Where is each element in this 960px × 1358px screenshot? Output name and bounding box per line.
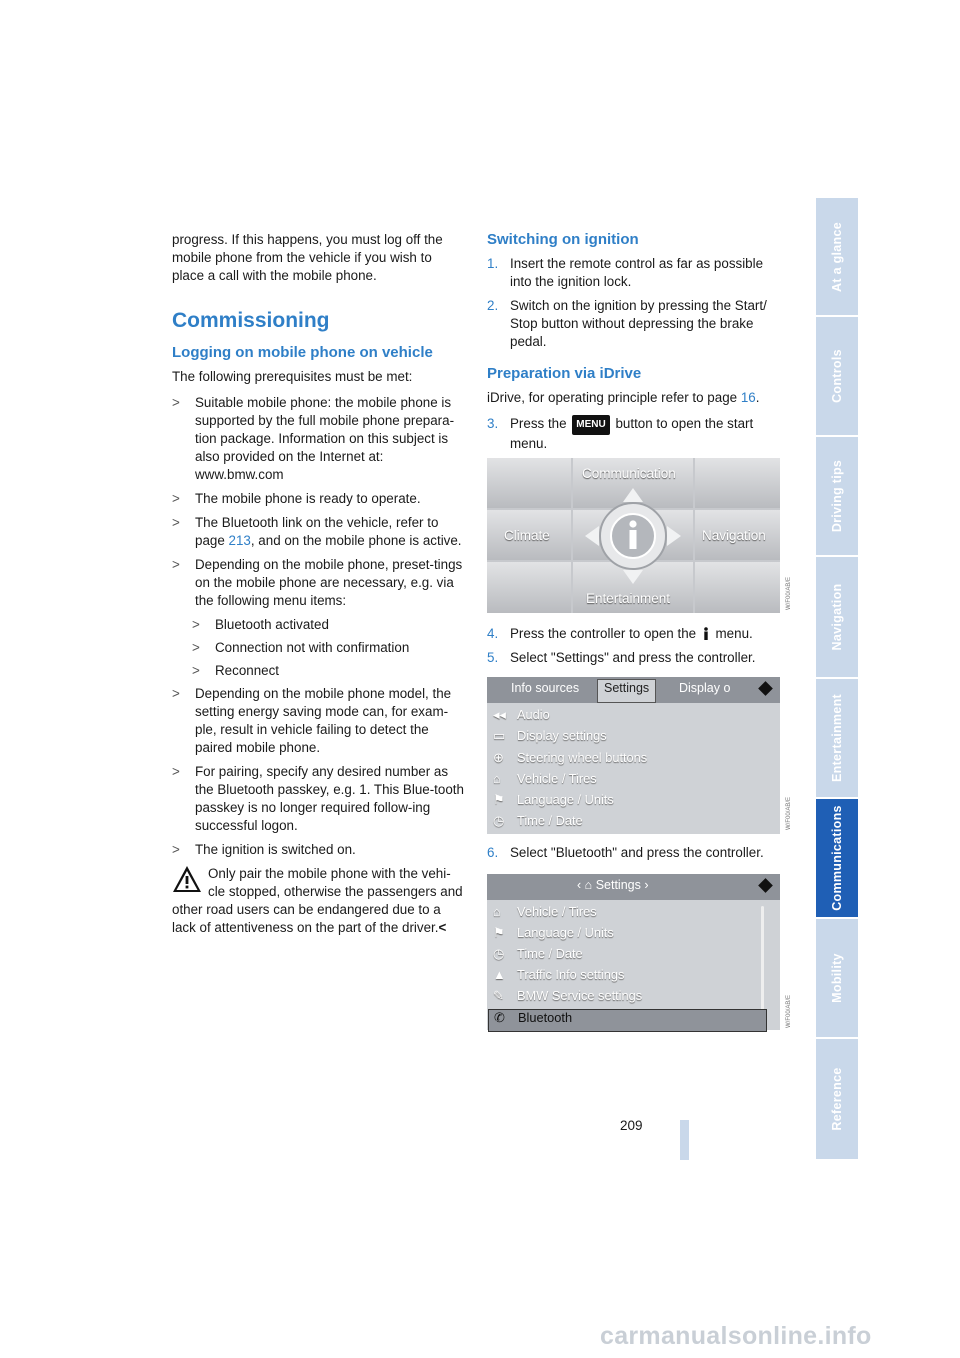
list-item-label: Steering wheel buttons <box>517 750 648 765</box>
list-item-label: Language / Units <box>517 792 614 807</box>
list-item-label: Bluetooth <box>518 1010 573 1025</box>
info-i-icon <box>702 627 710 640</box>
sidebar-tab-mobility[interactable] <box>816 919 858 1037</box>
step-number: 3. <box>487 416 499 431</box>
traffic-icon: ▲ <box>493 967 506 982</box>
tab-info-sources: Info sources <box>511 681 580 695</box>
list-item <box>493 728 607 749</box>
step-item <box>487 255 779 291</box>
list-item <box>172 685 464 757</box>
list-item <box>493 792 614 813</box>
sidebar-tab-driving-tips[interactable] <box>816 437 858 555</box>
step-number: 6. <box>487 845 499 860</box>
list-item <box>493 904 597 925</box>
sidebar-label: Entertainment <box>830 694 844 782</box>
scrollbar[interactable] <box>761 906 764 1024</box>
step-number: 2. <box>487 298 499 313</box>
list-item <box>493 750 647 771</box>
bullet-marker: > <box>172 686 180 701</box>
page-link[interactable]: 16 <box>740 390 756 405</box>
warning-triangle-icon <box>172 865 202 893</box>
sidebar-label: Driving tips <box>830 459 844 533</box>
warning-text: Only pair the mobile phone with the vehi-cle stopped, otherwise the passengers and other road users can be endangered due to a lack of attentiveness on the part of the driver. <box>172 866 463 935</box>
list-item <box>493 988 642 1009</box>
sidebar-tab-navigation[interactable] <box>816 557 858 677</box>
step-text: Press the controller to open the <box>510 626 700 641</box>
tab-settings: Settings <box>597 679 656 703</box>
idrive-intro-text: . <box>755 390 760 405</box>
list-item-label: Display settings <box>517 728 607 743</box>
sidebar-tab-controls[interactable] <box>816 317 858 435</box>
sub-bullet-text: Connection not with confirmation <box>215 640 410 655</box>
step-item <box>487 625 787 673</box>
end-mark: < <box>438 920 447 935</box>
list-item <box>493 813 583 834</box>
step-text: Switch on the ignition by pressing the Start/ Stop button without depressing the brake pedal. <box>510 298 767 349</box>
bullet-text: For pairing, specify any desired number as the Bluetooth passkey, e.g. 1. This Blue-tooth passkey is no longer required follow-ing successful logon. <box>195 764 464 833</box>
list-item-label: Traffic Info settings <box>517 967 625 982</box>
menu-label-climate: Climate <box>504 528 550 543</box>
sidebar-label: At a glance <box>830 221 844 292</box>
list-item-label: Audio <box>517 707 550 722</box>
clock-icon: ◷ <box>493 946 505 961</box>
page-number: 209 <box>620 1118 643 1133</box>
right-column <box>487 231 779 459</box>
step-item <box>487 415 779 453</box>
list-item-label: BMW Service settings <box>517 988 643 1003</box>
start-menu-screenshot <box>487 458 780 613</box>
list-item <box>172 490 464 508</box>
sidebar-tab-communications[interactable] <box>816 799 858 917</box>
settings-title: ‹ ⌂ Settings › <box>577 878 649 892</box>
bullet-marker: > <box>172 515 180 530</box>
step-text: button to open the start menu. <box>510 416 754 451</box>
sub-list-item <box>172 662 464 680</box>
vehicle-icon: ⌂ <box>493 904 501 919</box>
list-item <box>493 967 624 988</box>
list-item <box>172 841 464 859</box>
sidebar-label: Navigation <box>830 583 844 651</box>
sidebar-tab-entertainment[interactable] <box>816 679 858 797</box>
sub-bullet-text: Reconnect <box>215 663 280 678</box>
page-link[interactable]: 213 <box>228 533 251 548</box>
bluetooth-menu-screenshot <box>487 874 780 1030</box>
sidebar-label: Mobility <box>830 953 844 1003</box>
sub-list-item <box>172 616 464 634</box>
idrive-intro-text: iDrive, for operating principle refer to page <box>487 390 741 405</box>
bullet-marker: > <box>172 842 180 857</box>
left-column <box>172 231 464 937</box>
idrive-heading: Preparation via iDrive <box>487 365 642 382</box>
sub-bullet-text: Bluetooth activated <box>215 617 329 632</box>
sub-list-item <box>172 639 464 657</box>
vehicle-icon: ⌂ <box>493 771 501 786</box>
menu-label-navigation: Navigation <box>702 528 766 543</box>
list-item <box>172 514 464 550</box>
bullet-marker: > <box>192 617 200 632</box>
page-number-bar <box>680 1120 689 1160</box>
bullet-marker: > <box>192 640 200 655</box>
list-item-label: Vehicle / Tires <box>517 771 597 786</box>
clock-icon: ◷ <box>493 813 505 828</box>
list-item <box>493 946 583 967</box>
list-item-label: Time / Date <box>517 946 583 961</box>
bt-menu-title: Settings <box>595 878 641 892</box>
bullet-marker: > <box>172 491 180 506</box>
menu-label-communication: Communication <box>582 466 676 481</box>
image-code: W/F00/AB/E <box>786 994 792 1028</box>
bullet-marker: > <box>172 764 180 779</box>
menu-label-entertainment: Entertainment <box>586 591 671 606</box>
image-code: W/F00/AB/E <box>786 796 792 830</box>
watermark: carmanualsonline.info <box>600 1322 872 1350</box>
bullet-text: Depending on the mobile phone, preset-tings on the mobile phone are necessary, e.g. via the following menu items: <box>195 557 463 608</box>
bullet-text: The Bluetooth link on the vehicle, refer to page <box>195 515 439 548</box>
step-text: Press the <box>510 416 571 431</box>
controller-icon <box>583 486 683 586</box>
list-item-label: Language / Units <box>517 925 614 940</box>
list-item <box>172 556 464 610</box>
steering-wheel-icon: ⊕ <box>493 750 504 765</box>
menu-button-icon: MENU <box>572 415 609 435</box>
step-text: Select "Bluetooth" and press the controller. <box>510 845 764 860</box>
prereq-text: The following prerequisites must be met: <box>172 369 413 384</box>
bullet-text: The mobile phone is ready to operate. <box>195 491 421 506</box>
list-item <box>493 707 550 728</box>
bullet-marker: > <box>172 395 180 410</box>
bullet-marker: > <box>192 663 200 678</box>
audio-icon: ◂◂ <box>493 707 506 722</box>
tab-display: Display o <box>679 681 731 695</box>
bullet-text: Depending on the mobile phone model, the setting energy saving mode can, for exam-ple, result in vehicle failing to detect the paired mobile phone. <box>195 686 452 755</box>
bullet-marker: > <box>172 557 180 572</box>
sidebar-label: Controls <box>830 349 844 403</box>
bullet-text: , and on the mobile phone is active. <box>250 533 462 548</box>
sidebar-tab-at-a-glance[interactable] <box>816 198 858 315</box>
settings-menu-screenshot <box>487 677 780 834</box>
service-icon: ✎ <box>493 988 504 1003</box>
intro-paragraph: progress. If this happens, you must log off the mobile phone from the vehicle if you wish to place a call with the mobile phone. <box>172 232 443 283</box>
step-text: menu. <box>711 626 753 641</box>
sidebar-label: Communications <box>830 805 844 911</box>
warning-note <box>172 865 464 937</box>
bullet-text: Suitable mobile phone: the mobile phone is supported by the full mobile phone prepara-tion package. Information on this subject is also provided on the Internet at: www.bmw.com <box>195 395 455 482</box>
subsection-heading: Logging on mobile phone on vehicle <box>172 344 433 361</box>
list-item-selected <box>488 1009 767 1032</box>
step-number: 1. <box>487 256 499 271</box>
bluetooth-icon: ✆ <box>494 1010 505 1025</box>
list-item-label: Time / Date <box>517 813 583 828</box>
ignition-heading: Switching on ignition <box>487 231 639 248</box>
list-item <box>172 763 464 835</box>
list-item <box>172 394 464 484</box>
step-number: 4. <box>487 626 499 641</box>
step-text: Insert the remote control as far as possible into the ignition lock. <box>510 256 764 289</box>
image-code: W/F00/AB/E <box>786 576 792 610</box>
bullet-text: The ignition is switched on. <box>195 842 356 857</box>
step-item <box>487 297 779 351</box>
idrive-intro <box>487 389 779 407</box>
step-text: Select "Settings" and press the controller. <box>510 650 756 665</box>
step-number: 5. <box>487 650 499 665</box>
list-item-label: Vehicle / Tires <box>517 904 597 919</box>
flag-icon: ⚑ <box>493 792 505 807</box>
bt-menu-vehicle-icon: ⌂ <box>584 878 593 892</box>
display-icon: ▭ <box>493 728 506 743</box>
step-item <box>487 844 787 868</box>
section-heading: Commissioning <box>172 309 330 332</box>
flag-icon: ⚑ <box>493 925 505 940</box>
list-item <box>493 771 597 792</box>
sidebar-label: Reference <box>830 1067 844 1131</box>
sidebar-tab-reference[interactable] <box>816 1039 858 1159</box>
list-item <box>493 925 614 946</box>
